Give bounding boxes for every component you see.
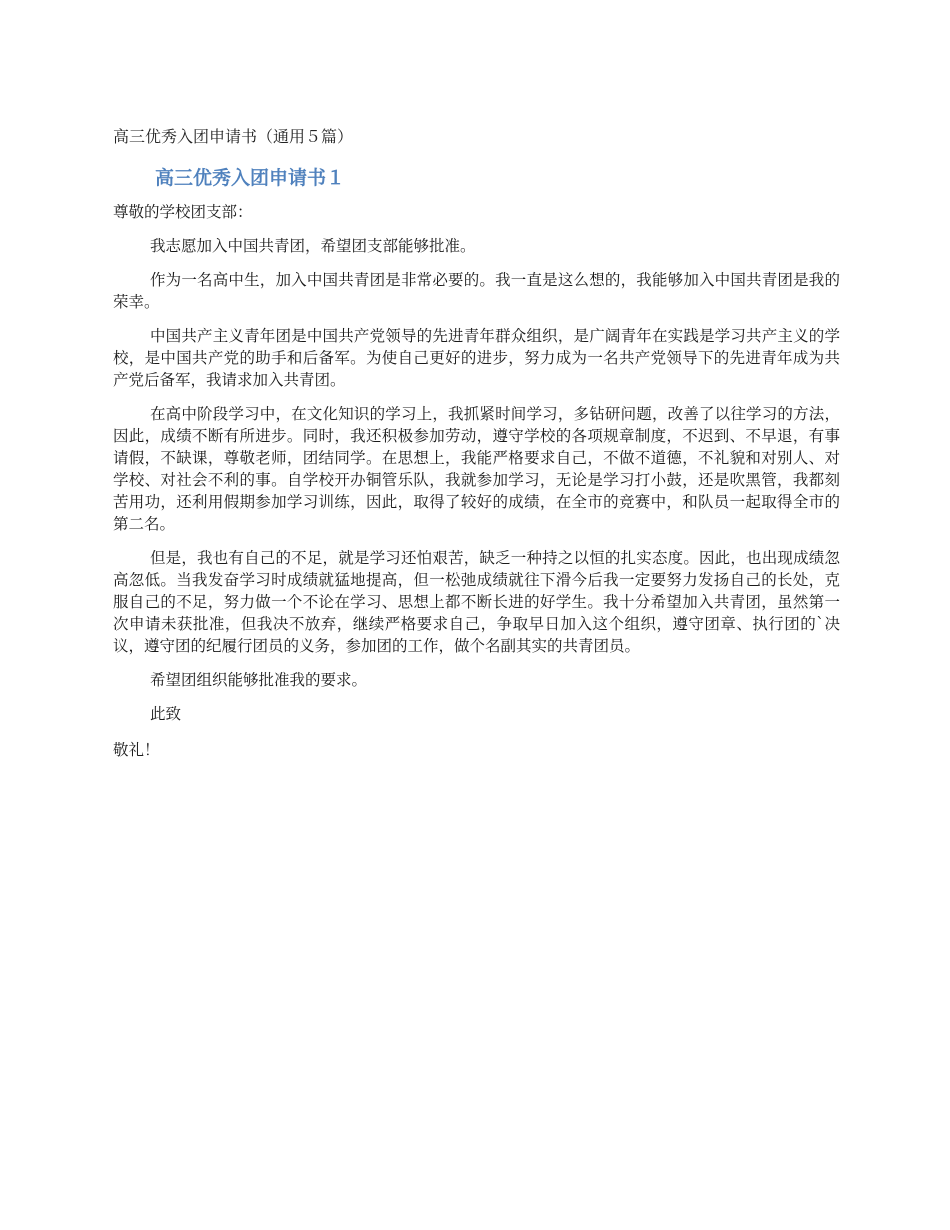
paragraph: 但是，我也有自己的不足，就是学习还怕艰苦，缺乏一种持之以恒的扎实态度。因此，也出现成绩忽高忽低。当我发奋学习时成绩就猛地提高，但一松弛成绩就往下滑今后我一定要努力发扬自己的长处，克服自己的不足，努力做一个不论在学习、思想上都不断长进的好学生。我十分希望加入共青团，虽然第一次申请未获批准，但我决不放弃，继续严格要求自己，争取早日加入这个组织，遵守团章、执行团的`决议，遵守团的纪履行团员的义务，参加团的工作，做个名副其实的共青团员。 — [113, 549, 840, 655]
paragraph: 希望团组织能够批准我的要求。 — [150, 671, 368, 689]
document-page — [113, 125, 840, 761]
paragraph: 我志愿加入中国共青团，希望团支部能够批准。 — [150, 237, 476, 255]
paragraph: 中国共产主义青年团是中国共产党领导的先进青年群众组织，是广阔青年在实践是学习共产主义的学校，是中国共产党的助手和后备军。为使自己更好的进步，努力成为一名共产党领导下的先进青年成为共产党后备军，我请求加入共青团。 — [113, 327, 840, 389]
document-title: 高三优秀入团申请书（通用５篇） — [113, 127, 354, 146]
section-heading: 高三优秀入团申请书１ — [155, 167, 346, 189]
paragraph: 在高中阶段学习中，在文化知识的学习上，我抓紧时间学习，多钻研问题，改善了以往学习的方法，因此，成绩不断有所进步。同时，我还积极参加劳动，遵守学校的各项规章制度，不迟到、不早退，有事请假，不缺课，尊敬老师，团结同学。在思想上，我能严格要求自己，不做不道德，不礼貌和对别人、对学校、对社会不利的事。自学校开办铜管乐队，我就参加学习，无论是学习打小鼓，还是吹黑管，我都刻苦用功，还利用假期参加学习训练，因此，取得了较好的成绩，在全市的竞赛中，和队员一起取得全市的第二名。 — [113, 405, 840, 533]
closing-line: 此致 — [150, 705, 182, 723]
regards-line: 敬礼！ — [113, 741, 160, 759]
paragraph: 作为一名高中生，加入中国共青团是非常必要的。我一直是这么想的，我能够加入中国共青团是我的荣幸。 — [113, 271, 840, 311]
salutation: 尊敬的学校团支部： — [113, 203, 253, 221]
